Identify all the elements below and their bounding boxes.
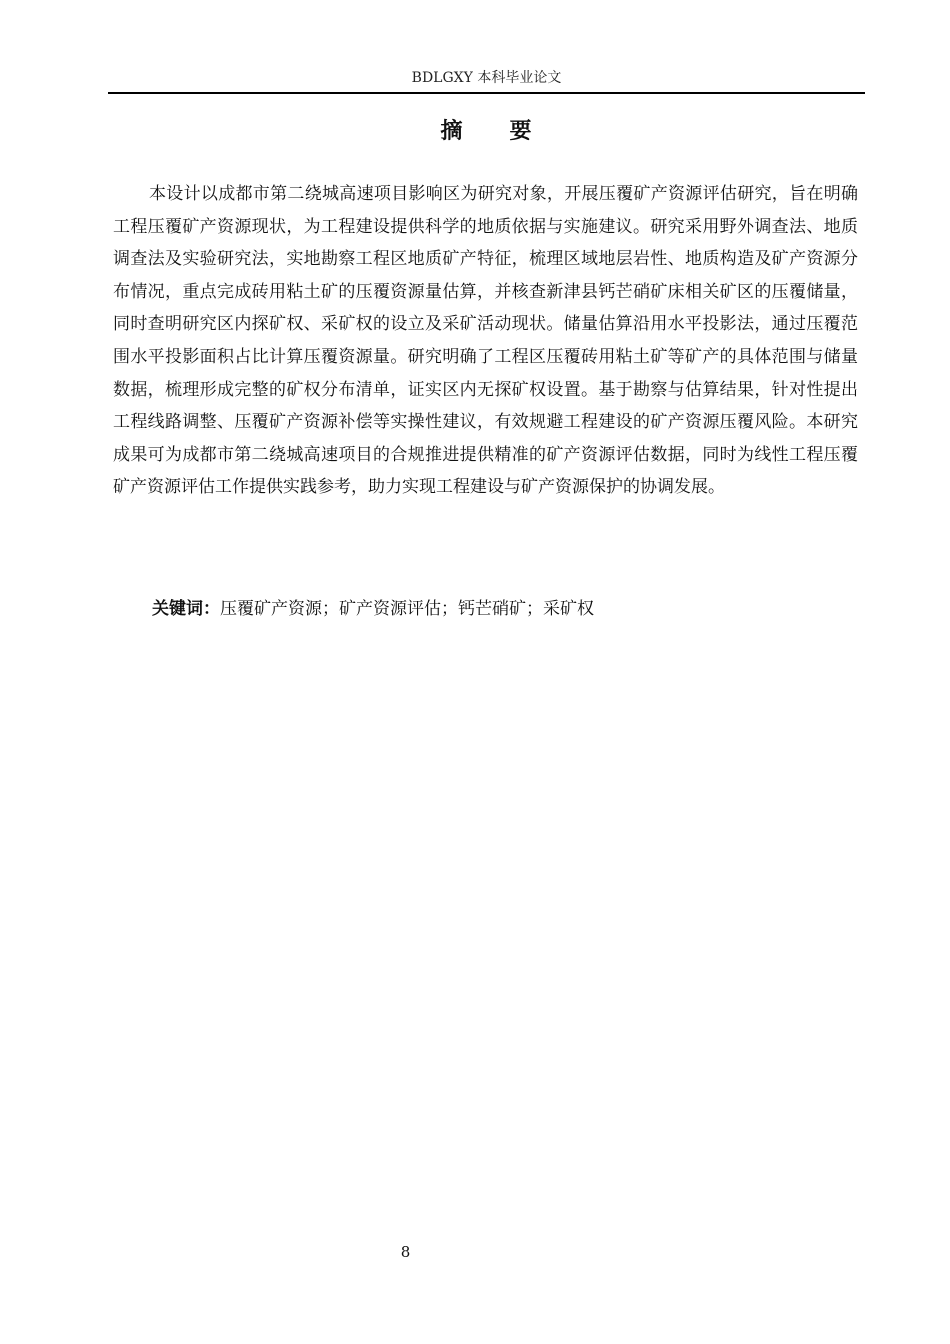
title-char-2: 要	[509, 119, 533, 144]
keywords-label: 关键词：	[152, 599, 220, 619]
running-header: BDLGXY 本科毕业论文	[108, 68, 865, 94]
title-char-1: 摘	[440, 119, 464, 144]
page-number: 8	[400, 1243, 411, 1261]
keywords-value: 压覆矿产资源；矿产资源评估；钙芒硝矿；采矿权	[220, 599, 594, 619]
abstract-paragraph: 本设计以成都市第二绕城高速项目影响区为研究对象，开展压覆矿产资源评估研究，旨在明确工程压覆矿产资源现状，为工程建设提供科学的地质依据与实施建议。研究采用野外调查法、地质调查法及实验研究法，实地勘察工程区地质矿产特征，梳理区域地层岩性、地质构造及矿产资源分布情况，重点完成砖用粘土矿的压覆资源量估算，并核查新津县钙芒硝矿床相关矿区的压覆储量，同时查明研究区内探矿权、采矿权的设立及采矿活动现状。储量估算沿用水平投影法，通过压覆范围水平投影面积占比计算压覆资源量。研究明确了工程区压覆砖用粘土矿等矿产的具体范围与储量数据，梳理形成完整的矿权分布清单，证实区内无探矿权设置。基于勘察与估算结果，针对性提出工程线路调整、压覆矿产资源补偿等实操性建议，有效规避工程建设的矿产资源压覆风险。本研究成果可为成都市第二绕城高速项目的合规推进提供精准的矿产资源评估数据，同时为线性工程压覆矿产资源评估工作提供实践参考，助力实现工程建设与矿产资源保护的协调发展。	[113, 184, 858, 498]
page-title	[108, 118, 865, 146]
keywords-line	[152, 594, 858, 624]
